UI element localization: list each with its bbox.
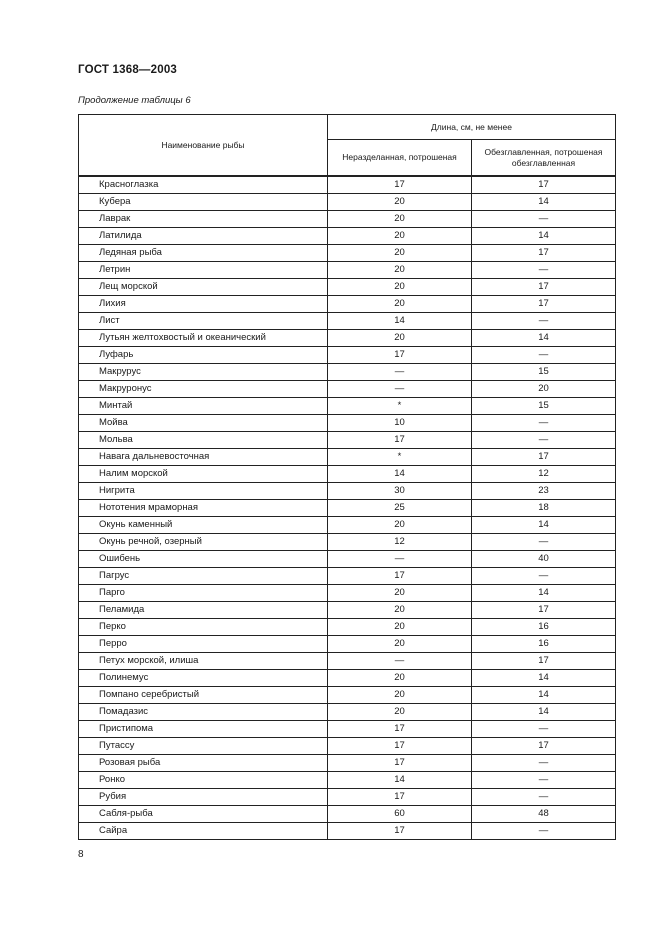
fish-name-cell: Мольва [79, 432, 328, 449]
table-row [79, 738, 616, 755]
whole-gutted-length-cell: 17 [328, 755, 472, 772]
document-header: ГОСТ 1368—2003 [78, 64, 178, 76]
whole-gutted-length-cell: 14 [328, 313, 472, 330]
column-group-header-length: Длина, см, не менее [328, 115, 616, 140]
table-row [79, 296, 616, 313]
whole-gutted-length-cell: 20 [328, 279, 472, 296]
table-row [79, 806, 616, 823]
table-row [79, 534, 616, 551]
fish-name-cell: Красноглазка [79, 176, 328, 194]
headless-gutted-length-cell: 14 [472, 687, 616, 704]
fish-name-cell: Кубера [79, 194, 328, 211]
fish-name-cell: Навага дальневосточная [79, 449, 328, 466]
table-row [79, 228, 616, 245]
fish-name-cell: Розовая рыба [79, 755, 328, 772]
table-row [79, 279, 616, 296]
whole-gutted-length-cell: 10 [328, 415, 472, 432]
table-row [79, 619, 616, 636]
fish-name-cell: Окунь каменный [79, 517, 328, 534]
whole-gutted-length-cell: 14 [328, 466, 472, 483]
headless-gutted-length-cell: 17 [472, 176, 616, 194]
whole-gutted-length-cell: 17 [328, 738, 472, 755]
headless-gutted-length-cell: 14 [472, 517, 616, 534]
fish-name-cell: Макруронус [79, 381, 328, 398]
table-row [79, 330, 616, 347]
whole-gutted-length-cell: 17 [328, 721, 472, 738]
headless-gutted-length-cell: — [472, 772, 616, 789]
headless-gutted-length-cell: 14 [472, 228, 616, 245]
fish-name-cell: Перко [79, 619, 328, 636]
fish-name-cell: Ледяная рыба [79, 245, 328, 262]
table-row [79, 194, 616, 211]
whole-gutted-length-cell: 20 [328, 296, 472, 313]
page-number: 8 [78, 849, 84, 860]
whole-gutted-length-cell: 20 [328, 228, 472, 245]
table-row [79, 670, 616, 687]
headless-gutted-length-cell: 15 [472, 398, 616, 415]
headless-gutted-length-cell: 17 [472, 738, 616, 755]
whole-gutted-length-cell: 12 [328, 534, 472, 551]
fish-name-cell: Путассу [79, 738, 328, 755]
table-row [79, 823, 616, 840]
whole-gutted-length-cell: 17 [328, 789, 472, 806]
fish-name-cell: Сайра [79, 823, 328, 840]
table-row [79, 364, 616, 381]
fish-name-cell: Рубия [79, 789, 328, 806]
fish-name-cell: Помадазис [79, 704, 328, 721]
whole-gutted-length-cell: 17 [328, 568, 472, 585]
table-row [79, 585, 616, 602]
table-row [79, 704, 616, 721]
headless-gutted-length-cell: — [472, 347, 616, 364]
whole-gutted-length-cell: 20 [328, 262, 472, 279]
headless-gutted-length-cell: 14 [472, 670, 616, 687]
table-row [79, 517, 616, 534]
table-row [79, 500, 616, 517]
headless-gutted-length-cell: — [472, 755, 616, 772]
headless-gutted-length-cell: 17 [472, 449, 616, 466]
table-row [79, 245, 616, 262]
fish-name-cell: Макрурус [79, 364, 328, 381]
headless-gutted-length-cell: 14 [472, 585, 616, 602]
whole-gutted-length-cell: * [328, 449, 472, 466]
fish-name-cell: Налим морской [79, 466, 328, 483]
fish-name-cell: Лихия [79, 296, 328, 313]
fish-name-cell: Помпано серебристый [79, 687, 328, 704]
fish-name-cell: Лутьян желтохвостый и океанический [79, 330, 328, 347]
fish-name-cell: Петух морской, илиша [79, 653, 328, 670]
fish-name-cell: Ронко [79, 772, 328, 789]
table-row [79, 721, 616, 738]
whole-gutted-length-cell: 25 [328, 500, 472, 517]
headless-gutted-length-cell: — [472, 313, 616, 330]
table-row [79, 568, 616, 585]
fish-name-cell: Полинемус [79, 670, 328, 687]
whole-gutted-length-cell: 20 [328, 704, 472, 721]
table-row [79, 551, 616, 568]
whole-gutted-length-cell: 17 [328, 823, 472, 840]
whole-gutted-length-cell: 17 [328, 347, 472, 364]
fish-name-cell: Нототения мраморная [79, 500, 328, 517]
fish-name-cell: Сабля-рыба [79, 806, 328, 823]
headless-gutted-length-cell: — [472, 432, 616, 449]
headless-gutted-length-cell: — [472, 721, 616, 738]
table-row [79, 381, 616, 398]
fish-name-cell: Минтай [79, 398, 328, 415]
whole-gutted-length-cell: — [328, 381, 472, 398]
whole-gutted-length-cell: 20 [328, 670, 472, 687]
fish-name-cell: Ошибень [79, 551, 328, 568]
fish-name-cell: Лещ морской [79, 279, 328, 296]
whole-gutted-length-cell: 20 [328, 636, 472, 653]
whole-gutted-length-cell: — [328, 551, 472, 568]
column-header-fish-name: Наименование рыбы [79, 115, 328, 177]
fish-name-cell: Пристипома [79, 721, 328, 738]
fish-name-cell: Окунь речной, озерный [79, 534, 328, 551]
column-header-whole-gutted: Неразделанная, потрошеная [328, 140, 472, 177]
headless-gutted-length-cell: 14 [472, 330, 616, 347]
fish-name-cell: Летрин [79, 262, 328, 279]
table-row [79, 483, 616, 500]
whole-gutted-length-cell: 20 [328, 245, 472, 262]
headless-gutted-length-cell: — [472, 568, 616, 585]
table-row [79, 687, 616, 704]
headless-gutted-length-cell: 12 [472, 466, 616, 483]
table-row [79, 415, 616, 432]
headless-gutted-length-cell: 23 [472, 483, 616, 500]
fish-name-cell: Лист [79, 313, 328, 330]
table-row [79, 449, 616, 466]
whole-gutted-length-cell: — [328, 653, 472, 670]
table-row [79, 262, 616, 279]
fish-name-cell: Перро [79, 636, 328, 653]
whole-gutted-length-cell: 17 [328, 432, 472, 449]
table-row [79, 653, 616, 670]
headless-gutted-length-cell: 40 [472, 551, 616, 568]
headless-gutted-length-cell: 16 [472, 636, 616, 653]
table-row [79, 347, 616, 364]
whole-gutted-length-cell: 14 [328, 772, 472, 789]
fish-name-cell: Пеламида [79, 602, 328, 619]
headless-gutted-length-cell: 20 [472, 381, 616, 398]
headless-gutted-length-cell: — [472, 262, 616, 279]
whole-gutted-length-cell: * [328, 398, 472, 415]
table-row [79, 211, 616, 228]
fish-name-cell: Луфарь [79, 347, 328, 364]
table-caption: Продолжение таблицы 6 [78, 95, 191, 106]
headless-gutted-length-cell: 18 [472, 500, 616, 517]
table-row [79, 466, 616, 483]
whole-gutted-length-cell: 20 [328, 194, 472, 211]
table-row [79, 398, 616, 415]
whole-gutted-length-cell: 20 [328, 619, 472, 636]
fish-name-cell: Пагрус [79, 568, 328, 585]
headless-gutted-length-cell: — [472, 415, 616, 432]
whole-gutted-length-cell: 20 [328, 211, 472, 228]
headless-gutted-length-cell: 14 [472, 704, 616, 721]
headless-gutted-length-cell: — [472, 211, 616, 228]
fish-name-cell: Парго [79, 585, 328, 602]
fish-name-cell: Нигрита [79, 483, 328, 500]
table-row [79, 772, 616, 789]
headless-gutted-length-cell: 15 [472, 364, 616, 381]
whole-gutted-length-cell: 60 [328, 806, 472, 823]
headless-gutted-length-cell: 16 [472, 619, 616, 636]
table-row [79, 755, 616, 772]
whole-gutted-length-cell: — [328, 364, 472, 381]
table-row [79, 789, 616, 806]
headless-gutted-length-cell: — [472, 823, 616, 840]
fish-name-cell: Латилида [79, 228, 328, 245]
whole-gutted-length-cell: 30 [328, 483, 472, 500]
whole-gutted-length-cell: 20 [328, 687, 472, 704]
whole-gutted-length-cell: 20 [328, 585, 472, 602]
headless-gutted-length-cell: 17 [472, 245, 616, 262]
table-row [79, 602, 616, 619]
headless-gutted-length-cell: 17 [472, 602, 616, 619]
whole-gutted-length-cell: 17 [328, 176, 472, 194]
whole-gutted-length-cell: 20 [328, 330, 472, 347]
headless-gutted-length-cell: 48 [472, 806, 616, 823]
headless-gutted-length-cell: 17 [472, 653, 616, 670]
fish-name-cell: Лаврак [79, 211, 328, 228]
headless-gutted-length-cell: 17 [472, 279, 616, 296]
whole-gutted-length-cell: 20 [328, 517, 472, 534]
table-row [79, 176, 616, 194]
column-header-headless-gutted: Обезглавленная, потрошеная обезглавленная [472, 140, 616, 177]
table-body [79, 176, 616, 840]
headless-gutted-length-cell: — [472, 789, 616, 806]
headless-gutted-length-cell: — [472, 534, 616, 551]
table-row [79, 313, 616, 330]
fish-name-cell: Мойва [79, 415, 328, 432]
table-row [79, 636, 616, 653]
fish-length-table [78, 114, 616, 840]
headless-gutted-length-cell: 17 [472, 296, 616, 313]
table-row [79, 432, 616, 449]
headless-gutted-length-cell: 14 [472, 194, 616, 211]
whole-gutted-length-cell: 20 [328, 602, 472, 619]
